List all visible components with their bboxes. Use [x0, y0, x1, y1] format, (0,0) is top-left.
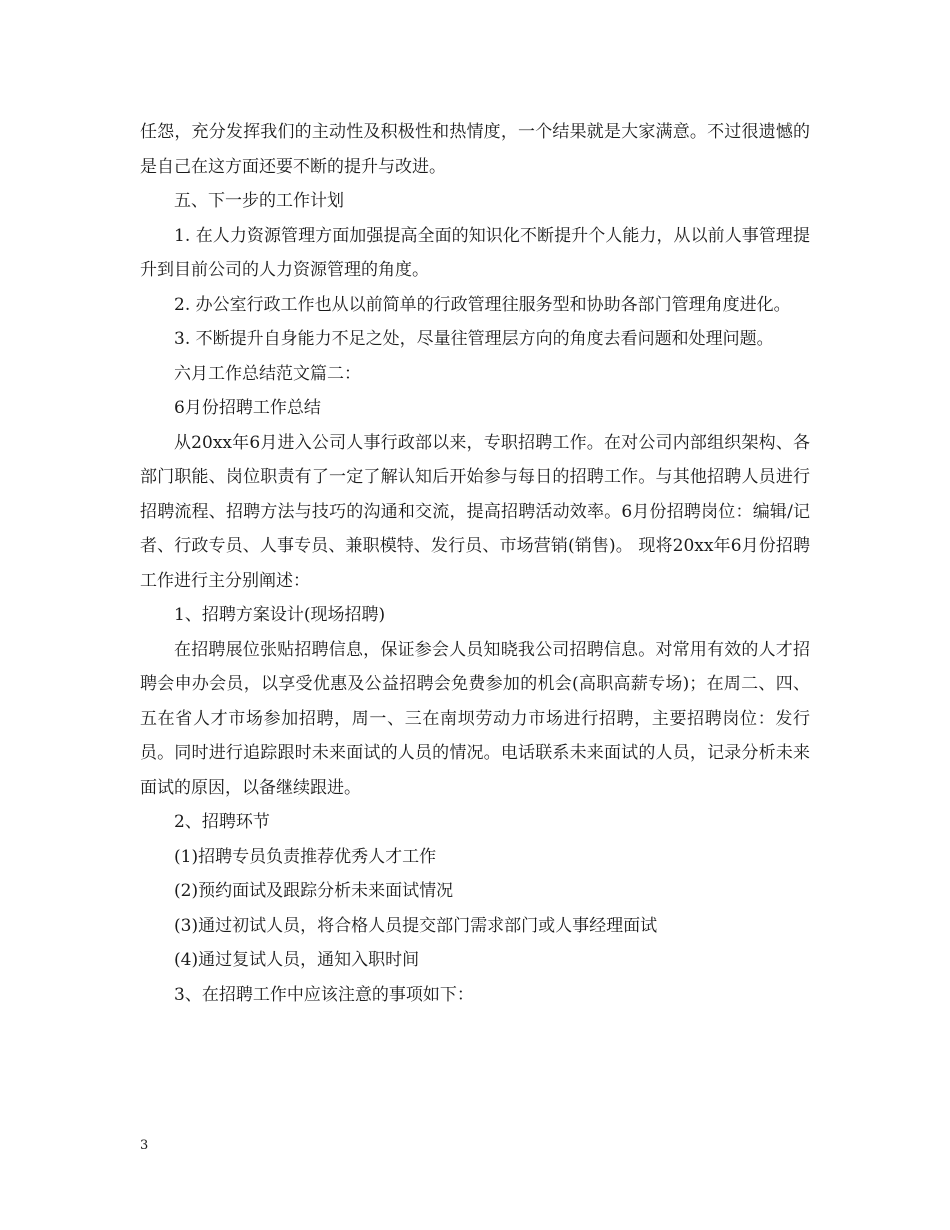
list-item: (2)预约面试及跟踪分析未来面试情况 [174, 881, 454, 901]
list-item: (1)招聘专员负责推荐优秀人才工作 [174, 846, 437, 867]
list-item: 1. 在人力资源管理方面加强提高全面的知识化不断提升个人能力，从以前人事管理提升到目前公司的人力资源管理的角度。 [140, 225, 810, 280]
document-body [140, 115, 810, 1012]
list-item: 3. 不断提升自身能力不足之处，尽量往管理层方向的角度去看问题和处理问题。 [174, 329, 774, 349]
list-item: 2. 办公室行政工作也从以前简单的行政管理往服务型和协助各部门管理角度进化。 [174, 294, 791, 315]
list-item: (4)通过复试人员，通知入职时间 [174, 950, 420, 970]
section-heading: 1、招聘方案设计(现场招聘) [174, 605, 386, 625]
section-heading: 五、下一步的工作计划 [174, 191, 344, 211]
paragraph: 从20xx年6月进入公司人事行政部以来，专职招聘工作。在对公司内部组织架构、各部门职能、岗位职责有了一定了解认知后开始参与每日的招聘工作。与其他招聘人员进行招聘流程、招聘方法与技巧的沟通和交流，提高招聘活动效率。6月份招聘岗位：编辑/记者、行政专员、人事专员、兼职模特、发行员、市场营销(销售)。 现将20xx年6月份招聘工作进行主分别阐述： [140, 432, 810, 591]
article-subtitle: 6月份招聘工作总结 [174, 398, 321, 418]
paragraph: 在招聘展位张贴招聘信息，保证参会人员知晓我公司招聘信息。对常用有效的人才招聘会申办会员，以享受优惠及公益招聘会免费参加的机会(高职高薪专场)；在周二、四、五在省人才市场参加招聘，周一、三在南坝劳动力市场进行招聘，主要招聘岗位：发行员。同时进行追踪跟时未来面试的人员的情况。电话联系未来面试的人员，记录分析未来面试的原因，以备继续跟进。 [140, 639, 810, 798]
page-number: 3 [140, 1138, 149, 1153]
section-heading: 3、在招聘工作中应该注意的事项如下： [174, 984, 474, 1005]
paragraph: 任怨，充分发挥我们的主动性及积极性和热情度，一个结果就是大家满意。不过很遗憾的是自己在这方面还要不断的提升与改进。 [140, 122, 810, 177]
article-title: 六月工作总结范文篇二： [174, 363, 361, 384]
list-item: (3)通过初试人员，将合格人员提交部门需求部门或人事经理面试 [174, 915, 658, 936]
section-heading: 2、招聘环节 [174, 812, 270, 832]
